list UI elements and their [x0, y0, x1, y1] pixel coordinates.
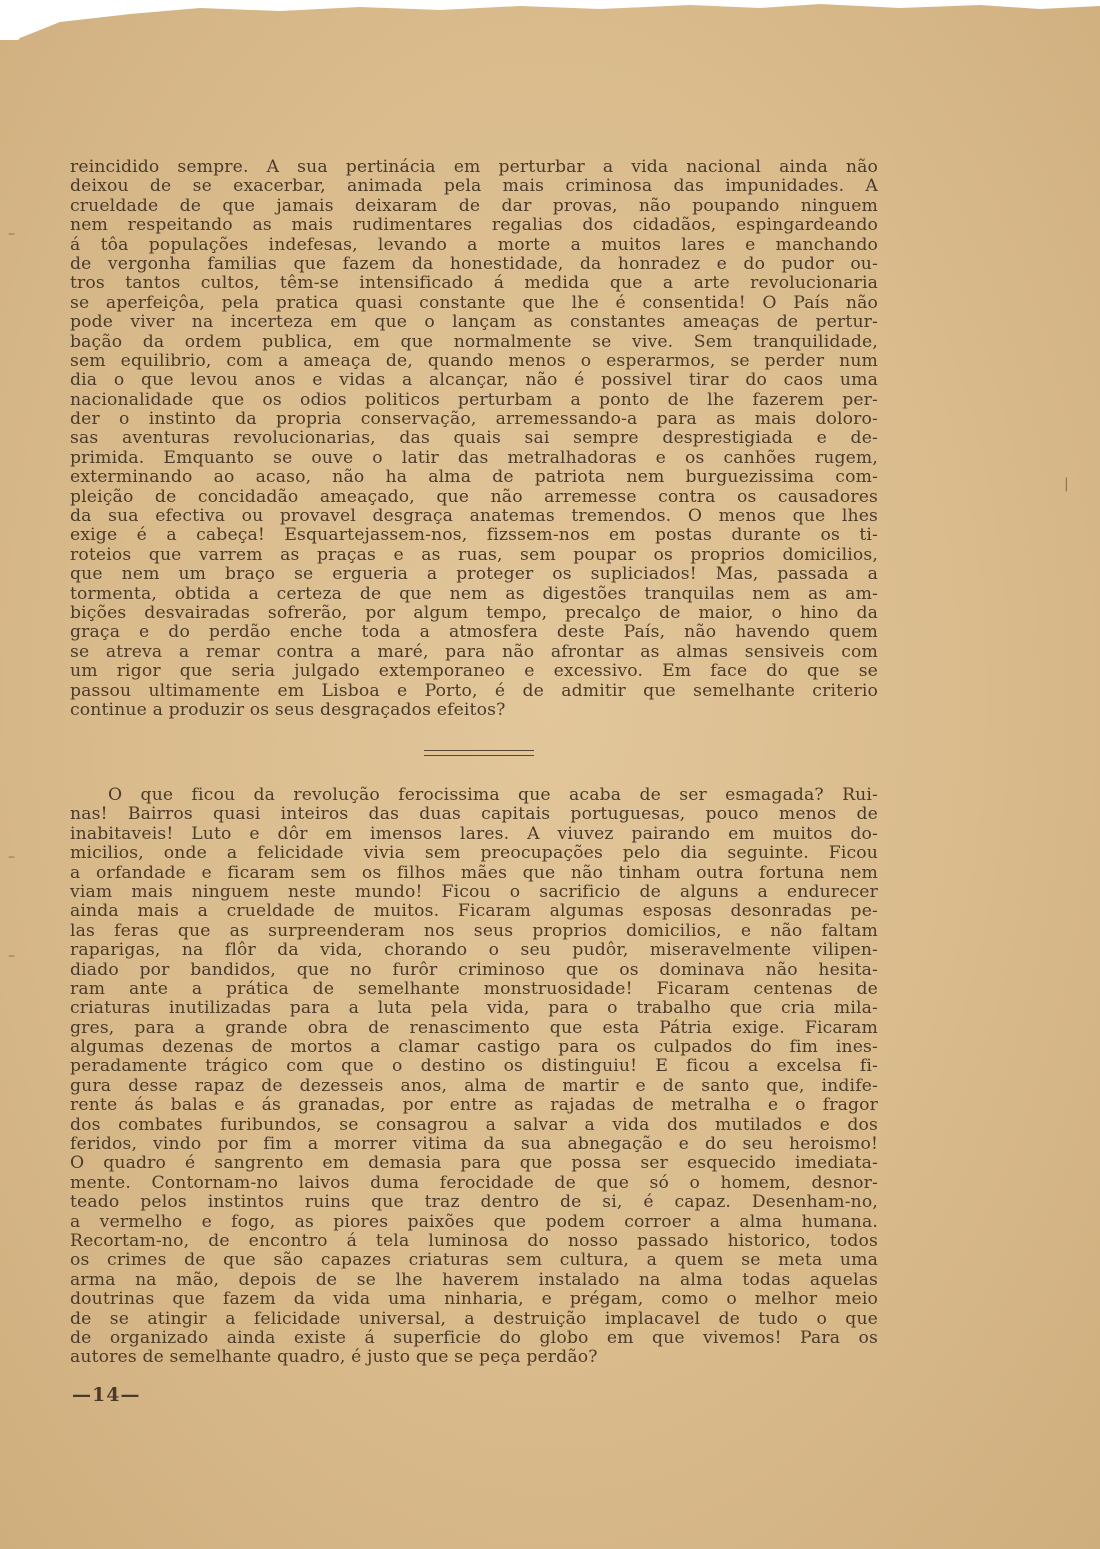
- text-line: algumas dezenas de mortos a clamar castigo para os culpados do fim ines-: [70, 1037, 878, 1058]
- text-line: las feras que as surpreenderam nos seus proprios domicilios, e não faltam: [70, 920, 878, 941]
- text-line: rente ás balas e ás granadas, por entre as rajadas de metralha e o fragor: [70, 1095, 878, 1116]
- text-line: Recortam-no, de encontro á tela luminosa do nosso passado historico, todos: [70, 1230, 878, 1251]
- text-line: dia o que levou anos e vidas a alcançar, não é possivel tirar do caos uma: [70, 370, 878, 391]
- text-line: continue a produzir os seus desgraçados efeitos?: [70, 699, 506, 720]
- text-line: reincidido sempre. A sua pertinácia em perturbar a vida nacional ainda não: [70, 157, 878, 177]
- text-line: roteios que varrem as praças e as ruas, sem poupar os proprios domicilios,: [70, 544, 878, 565]
- torn-top-edge: [0, 0, 1100, 40]
- text-line: primida. Emquanto se ouve o latir das metralhadoras e os canhões rugem,: [70, 447, 878, 468]
- text-line: dos combates furibundos, se consagrou a salvar a vida dos mutilados e dos: [70, 1114, 878, 1135]
- paragraph-2: [70, 786, 878, 1368]
- text-line: mente. Contornam-no laivos duma ferocidade de que só o homem, desnor-: [70, 1172, 878, 1193]
- text-line: bação da ordem publica, em que normalmente se vive. Sem tranquilidade,: [70, 331, 878, 352]
- margin-mark: |: [1064, 476, 1069, 492]
- paragraph-1: [70, 158, 878, 720]
- text-line: sem equilibrio, com a ameaça de, quando menos o esperarmos, se perder num: [70, 350, 878, 371]
- text-line: exige é a cabeça! Esquartejassem-nos, fizssem-nos em postas durante os ti-: [70, 525, 878, 546]
- text-line: bições desvairadas sofrerão, por algum tempo, precalço de maior, o hino da: [70, 602, 878, 623]
- section-separator: [424, 750, 534, 756]
- text-line: gura desse rapaz de dezesseis anos, alma de martir e de santo que, indife-: [70, 1075, 878, 1096]
- text-line: arma na mão, depois de se lhe haverem instalado na alma todas aquelas: [70, 1269, 878, 1290]
- text-line: á tôa populações indefesas, levando a morte a muitos lares e manchando: [70, 234, 878, 255]
- text-line: se aperfeiçôa, pela pratica quasi constante que lhe é consentida! O País não: [70, 292, 878, 313]
- text-line: exterminando ao acaso, não ha alma de patriota nem burguezissima com-: [70, 467, 878, 488]
- text-line: peradamente trágico com que o destino os distinguiu! E ficou a excelsa fi-: [70, 1056, 878, 1077]
- text-line: de se atingir a felicidade universal, a destruição implacavel de tudo o que: [70, 1308, 878, 1329]
- text-line: O quadro é sangrento em demasia para que possa ser esquecido imediata-: [70, 1153, 878, 1174]
- margin-mark: –: [8, 948, 15, 964]
- text-line: viam mais ninguem neste mundo! Ficou o sacrificio de alguns a endurecer: [70, 881, 878, 902]
- margin-mark: –: [8, 849, 15, 865]
- text-line: inabitaveis! Luto e dôr em imensos lares. A viuvez pairando em muitos do-: [70, 823, 878, 844]
- text-line: passou ultimamente em Lisboa e Porto, é de admitir que semelhante criterio: [70, 680, 878, 701]
- text-line: nem respeitando as mais rudimentares regalias dos cidadãos, espingardeando: [70, 215, 878, 236]
- text-line: a vermelho e fogo, as piores paixões que podem corroer a alma humana.: [70, 1211, 878, 1232]
- text-line: os crimes de que são capazes criaturas sem cultura, a quem se meta uma: [70, 1250, 878, 1271]
- text-line: pode viver na incerteza em que o lançam as constantes ameaças de pertur-: [70, 312, 878, 333]
- text-line: nas! Bairros quasi inteiros das duas capitais portuguesas, pouco menos de: [70, 804, 878, 825]
- page-number: —14—: [72, 1384, 141, 1406]
- text-line: raparigas, na flôr da vida, chorando o seu pudôr, miseravelmente vilipen-: [70, 940, 878, 961]
- text-line: crueldade de que jamais deixaram de dar provas, não poupando ninguem: [70, 195, 878, 216]
- text-line: autores de semelhante quadro, é justo que se peça perdão?: [70, 1347, 598, 1368]
- text-line: O que ficou da revolução ferocissima que acaba de ser esmagada? Rui-: [108, 785, 878, 805]
- text-line: criaturas inutilizadas para a luta pela vida, para o trabalho que cria mila-: [70, 998, 878, 1019]
- text-line: sas aventuras revolucionarias, das quais sai sempre desprestigiada e de-: [70, 428, 878, 449]
- text-line: graça e do perdão enche toda a atmosfera deste País, não havendo quem: [70, 622, 878, 643]
- text-line: deixou de se exacerbar, animada pela mais criminosa das impunidades. A: [70, 176, 878, 197]
- text-line: um rigor que seria julgado extemporaneo e excessivo. Em face do que se: [70, 661, 878, 682]
- text-line: diado por bandidos, que no furôr criminoso que os dominava não hesita-: [70, 959, 878, 980]
- text-line: ainda mais a crueldade de muitos. Ficaram algumas esposas desonradas pe-: [70, 901, 878, 922]
- text-line: da sua efectiva ou provavel desgraça anatemas tremendos. O menos que lhes: [70, 506, 878, 527]
- text-line: tormenta, obtida a certeza de que nem as digestões tranquilas nem as am-: [70, 583, 878, 604]
- text-line: teado pelos instintos ruins que traz dentro de si, é capaz. Desenham-no,: [70, 1192, 878, 1213]
- text-line: de vergonha familias que fazem da honestidade, da honradez e do pudor ou-: [70, 253, 878, 274]
- text-line: feridos, vindo por fim a morrer vitima da sua abnegação e do seu heroismo!: [70, 1134, 878, 1155]
- text-line: nacionalidade que os odios politicos perturbam a ponto de lhe fazerem per-: [70, 389, 878, 410]
- text-line: micilios, onde a felicidade vivia sem preocupações pelo dia seguinte. Ficou: [70, 843, 878, 864]
- text-line: se atreva a remar contra a maré, para não afrontar as almas sensiveis com: [70, 641, 878, 662]
- text-line: pleição de concidadão ameaçado, que não arremesse contra os causadores: [70, 486, 878, 507]
- margin-mark: –: [8, 226, 15, 242]
- text-line: de organizado ainda existe á superficie do globo em que vivemos! Para os: [70, 1327, 878, 1348]
- text-line: doutrinas que fazem da vida uma ninharia, e prégam, como o melhor meio: [70, 1289, 878, 1310]
- text-line: a orfandade e ficaram sem os filhos mães que não tinham outra fortuna nem: [70, 862, 878, 883]
- text-line: ram ante a prática de semelhante monstruosidade! Ficaram centenas de: [70, 978, 878, 999]
- text-line: tros tantos cultos, têm-se intensificado á medida que a arte revolucionaria: [70, 273, 878, 294]
- text-line: gres, para a grande obra de renascimento que esta Pátria exige. Ficaram: [70, 1017, 878, 1038]
- text-line: que nem um braço se ergueria a proteger os supliciados! Mas, passada a: [70, 564, 878, 585]
- text-line: der o instinto da propria conservação, arremessando-a para as mais doloro-: [70, 409, 878, 430]
